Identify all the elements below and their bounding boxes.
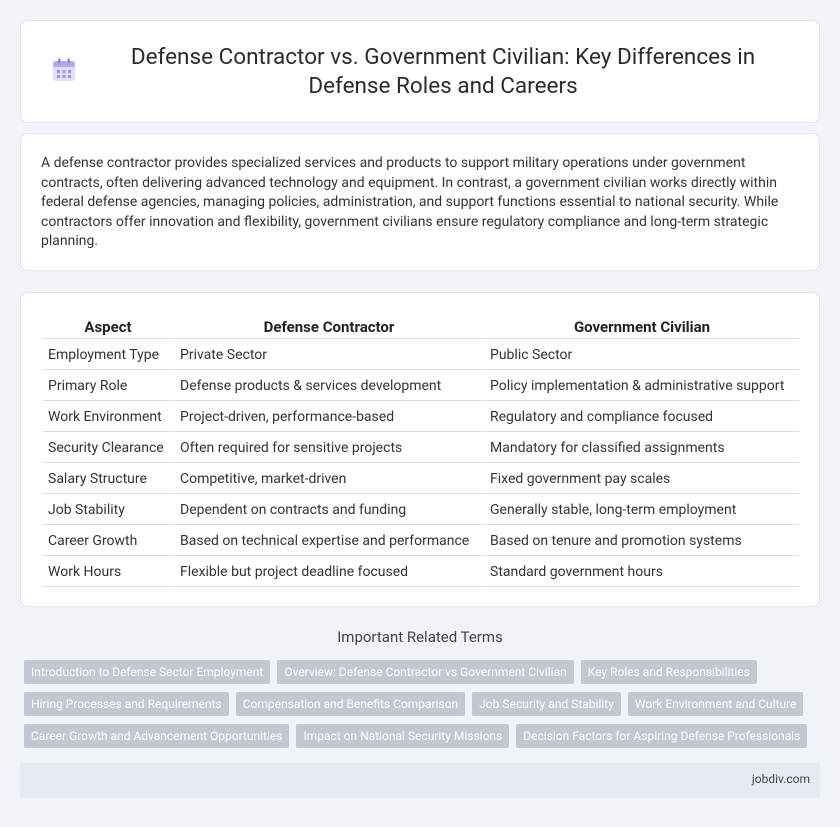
column-header-aspect: Aspect [43, 315, 173, 339]
table-cell: Public Sector [483, 339, 799, 370]
comparison-table-card [20, 292, 820, 607]
table-cell: Employment Type [43, 339, 173, 370]
intro-card [20, 133, 820, 271]
footer-site-link[interactable]: jobdiv.com [751, 772, 810, 786]
table-cell: Standard government hours [483, 556, 799, 587]
table-row [43, 432, 799, 463]
table-cell: Security Clearance [43, 432, 173, 463]
related-term-tag[interactable]: Hiring Processes and Requirements [24, 692, 229, 716]
related-terms-list [24, 660, 824, 756]
table-cell: Job Stability [43, 494, 173, 525]
table-row [43, 339, 799, 370]
related-term-tag[interactable]: Key Roles and Responsibilities [581, 660, 757, 684]
column-header-civilian: Government Civilian [483, 315, 799, 339]
related-term-tag[interactable]: Job Security and Stability [472, 692, 621, 716]
comparison-table [43, 315, 799, 587]
table-cell: Flexible but project deadline focused [173, 556, 483, 587]
table-cell: Based on technical expertise and performance [173, 525, 483, 556]
table-cell: Competitive, market-driven [173, 463, 483, 494]
table-cell: Fixed government pay scales [483, 463, 799, 494]
table-cell: Generally stable, long-term employment [483, 494, 799, 525]
table-row [43, 370, 799, 401]
table-cell: Work Environment [43, 401, 173, 432]
related-term-tag[interactable]: Compensation and Benefits Comparison [236, 692, 465, 716]
related-term-tag[interactable]: Impact on National Security Missions [296, 724, 509, 748]
table-cell: Primary Role [43, 370, 173, 401]
table-cell: Private Sector [173, 339, 483, 370]
column-header-contractor: Defense Contractor [173, 315, 483, 339]
table-cell: Career Growth [43, 525, 173, 556]
related-term-tag[interactable]: Overview: Defense Contractor vs Government Civilian [277, 660, 573, 684]
table-cell: Often required for sensitive projects [173, 432, 483, 463]
footer [20, 763, 820, 798]
table-header-row [43, 315, 799, 339]
table-row [43, 401, 799, 432]
intro-paragraph: A defense contractor provides specialized services and products to support military operations under government contracts, often delivering advanced technology and equipment. In contrast, a government civilian works directly within federal defense agencies, managing policies, administration, and support functions essential to national security. While contractors offer innovation and flexibility, government civilians ensure regulatory compliance and long-term strategic planning. [41, 155, 779, 250]
related-term-tag[interactable]: Career Growth and Advancement Opportunities [24, 724, 289, 748]
table-cell: Defense products & services development [173, 370, 483, 401]
table-cell: Project-driven, performance-based [173, 401, 483, 432]
table-cell: Dependent on contracts and funding [173, 494, 483, 525]
table-row [43, 463, 799, 494]
table-cell: Work Hours [43, 556, 173, 587]
table-cell: Regulatory and compliance focused [483, 401, 799, 432]
calendar-icon [51, 57, 77, 83]
table-cell: Based on tenure and promotion systems [483, 525, 799, 556]
tag-row [24, 660, 824, 684]
header-card [20, 20, 820, 123]
table-cell: Policy implementation & administrative support [483, 370, 799, 401]
tag-row [24, 724, 824, 748]
table-cell: Salary Structure [43, 463, 173, 494]
page-title: Defense Contractor vs. Government Civilian: Key Differences in Defense Roles and Careers [130, 43, 756, 99]
related-term-tag[interactable]: Decision Factors for Aspiring Defense Professionals [516, 724, 807, 748]
tag-row [24, 692, 824, 716]
related-terms-title: Important Related Terms [337, 628, 503, 646]
table-row [43, 556, 799, 587]
related-term-tag[interactable]: Work Environment and Culture [628, 692, 804, 716]
table-cell: Mandatory for classified assignments [483, 432, 799, 463]
related-term-tag[interactable]: Introduction to Defense Sector Employment [24, 660, 270, 684]
table-row [43, 525, 799, 556]
table-row [43, 494, 799, 525]
